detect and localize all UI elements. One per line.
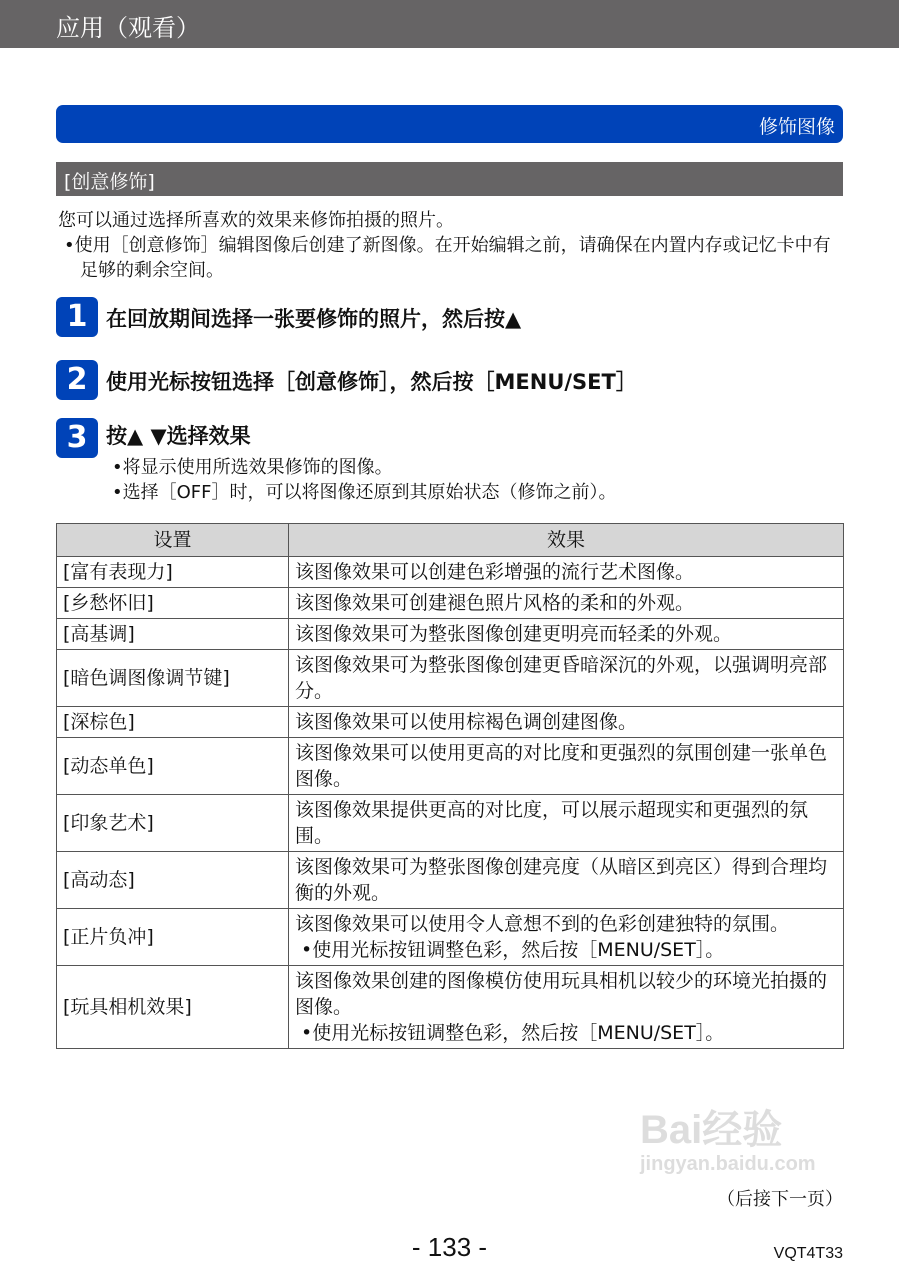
watermark-brand: Bai经验 (640, 1108, 783, 1152)
subsection-title: [创意修饰] (64, 171, 155, 193)
table-row (57, 966, 844, 1049)
effect-note: •使用光标按钮调整色彩，然后按［MENU/SET］。 (301, 1022, 725, 1044)
continued-note: （后接下一页） (717, 1189, 843, 1210)
subsection-bar (56, 162, 843, 196)
effect-cell (289, 650, 844, 707)
effect-cell (289, 588, 844, 619)
setting-cell: [动态单色] (57, 738, 289, 795)
effect-cell (289, 966, 844, 1049)
setting-cell: [深棕色] (57, 707, 289, 738)
step-2 (56, 360, 637, 400)
section-title: 修饰图像 (758, 116, 835, 138)
setting-cell: [高动态] (57, 852, 289, 909)
table-row (57, 557, 844, 588)
page-number: - 133 - (411, 1232, 488, 1262)
setting-cell: [印象艺术] (57, 795, 289, 852)
effect-cell (289, 707, 844, 738)
column-header: 设置 (57, 524, 289, 557)
step-text: 在回放期间选择一张要修饰的照片，然后按▲ (106, 307, 522, 331)
effect-note: •使用光标按钮调整色彩，然后按［MENU/SET］。 (301, 939, 725, 961)
intro-text: 您可以通过选择所喜欢的效果来修饰拍摄的照片。 (58, 210, 454, 231)
setting-cell: [富有表现力] (57, 557, 289, 588)
step-number: 3 (56, 418, 98, 458)
section-bar (56, 105, 843, 143)
watermark (640, 1108, 816, 1176)
step-number: 1 (56, 297, 98, 337)
table-row (57, 738, 844, 795)
step-1 (56, 297, 522, 337)
effect-text: 该图像效果可创建褪色照片风格的柔和的外观。 (295, 592, 695, 614)
table-row (57, 619, 844, 650)
table-row (57, 588, 844, 619)
header-title: 应用（观看） (56, 14, 200, 42)
setting-cell: [正片负冲] (57, 909, 289, 966)
table-row (57, 852, 844, 909)
step-text: 按▲ ▼选择效果 (106, 424, 251, 448)
setting-cell: [玩具相机效果] (57, 966, 289, 1049)
effects-table (56, 523, 844, 1049)
document-code: VQT4T33 (773, 1245, 843, 1262)
watermark-url: jingyan.baidu.com (640, 1153, 816, 1175)
effect-text: 该图像效果可为整张图像创建更明亮而轻柔的外观。 (295, 623, 733, 645)
top-header-bar (0, 0, 899, 48)
intro-bullet: •使用［创意修饰］编辑图像后创建了新图像。在开始编辑之前，请确保在内置内存或记忆卡中有足够的剩余空间。 (64, 235, 831, 281)
effect-text: 该图像效果可以使用更高的对比度和更强烈的氛围创建一张单色图像。 (295, 742, 828, 790)
effect-cell (289, 852, 844, 909)
effect-text: 该图像效果可为整张图像创建亮度（从暗区到亮区）得到合理均衡的外观。 (295, 856, 828, 904)
effect-text: 该图像效果可为整张图像创建更昏暗深沉的外观，以强调明亮部分。 (295, 654, 828, 702)
effect-cell (289, 619, 844, 650)
setting-cell: [高基调] (57, 619, 289, 650)
effect-text: 该图像效果可以创建色彩增强的流行艺术图像。 (295, 561, 695, 583)
step-number: 2 (56, 360, 98, 400)
setting-cell: [暗色调图像调节键] (57, 650, 289, 707)
effect-text: 该图像效果可以使用令人意想不到的色彩创建独特的氛围。 (295, 913, 790, 935)
table-row (57, 909, 844, 966)
step-3-bullet: •将显示使用所选效果修饰的图像。 (112, 457, 393, 478)
effect-cell (289, 909, 844, 966)
intro (58, 208, 848, 283)
step-text: 使用光标按钮选择［创意修饰］，然后按［MENU/SET］ (106, 370, 637, 394)
effect-text: 该图像效果提供更高的对比度，可以展示超现实和更强烈的氛围。 (295, 799, 809, 847)
effect-text: 该图像效果创建的图像模仿使用玩具相机以较少的环境光拍摄的图像。 (295, 970, 828, 1018)
column-header: 效果 (289, 524, 844, 557)
effect-cell (289, 557, 844, 588)
step-3 (56, 418, 251, 458)
effect-cell (289, 738, 844, 795)
effect-cell (289, 795, 844, 852)
effect-text: 该图像效果可以使用棕褐色调创建图像。 (295, 711, 638, 733)
table-row (57, 707, 844, 738)
setting-cell: [乡愁怀旧] (57, 588, 289, 619)
table-row (57, 795, 844, 852)
step-3-bullet: •选择［OFF］时，可以将图像还原到其原始状态（修饰之前）。 (112, 482, 617, 503)
table-row (57, 650, 844, 707)
